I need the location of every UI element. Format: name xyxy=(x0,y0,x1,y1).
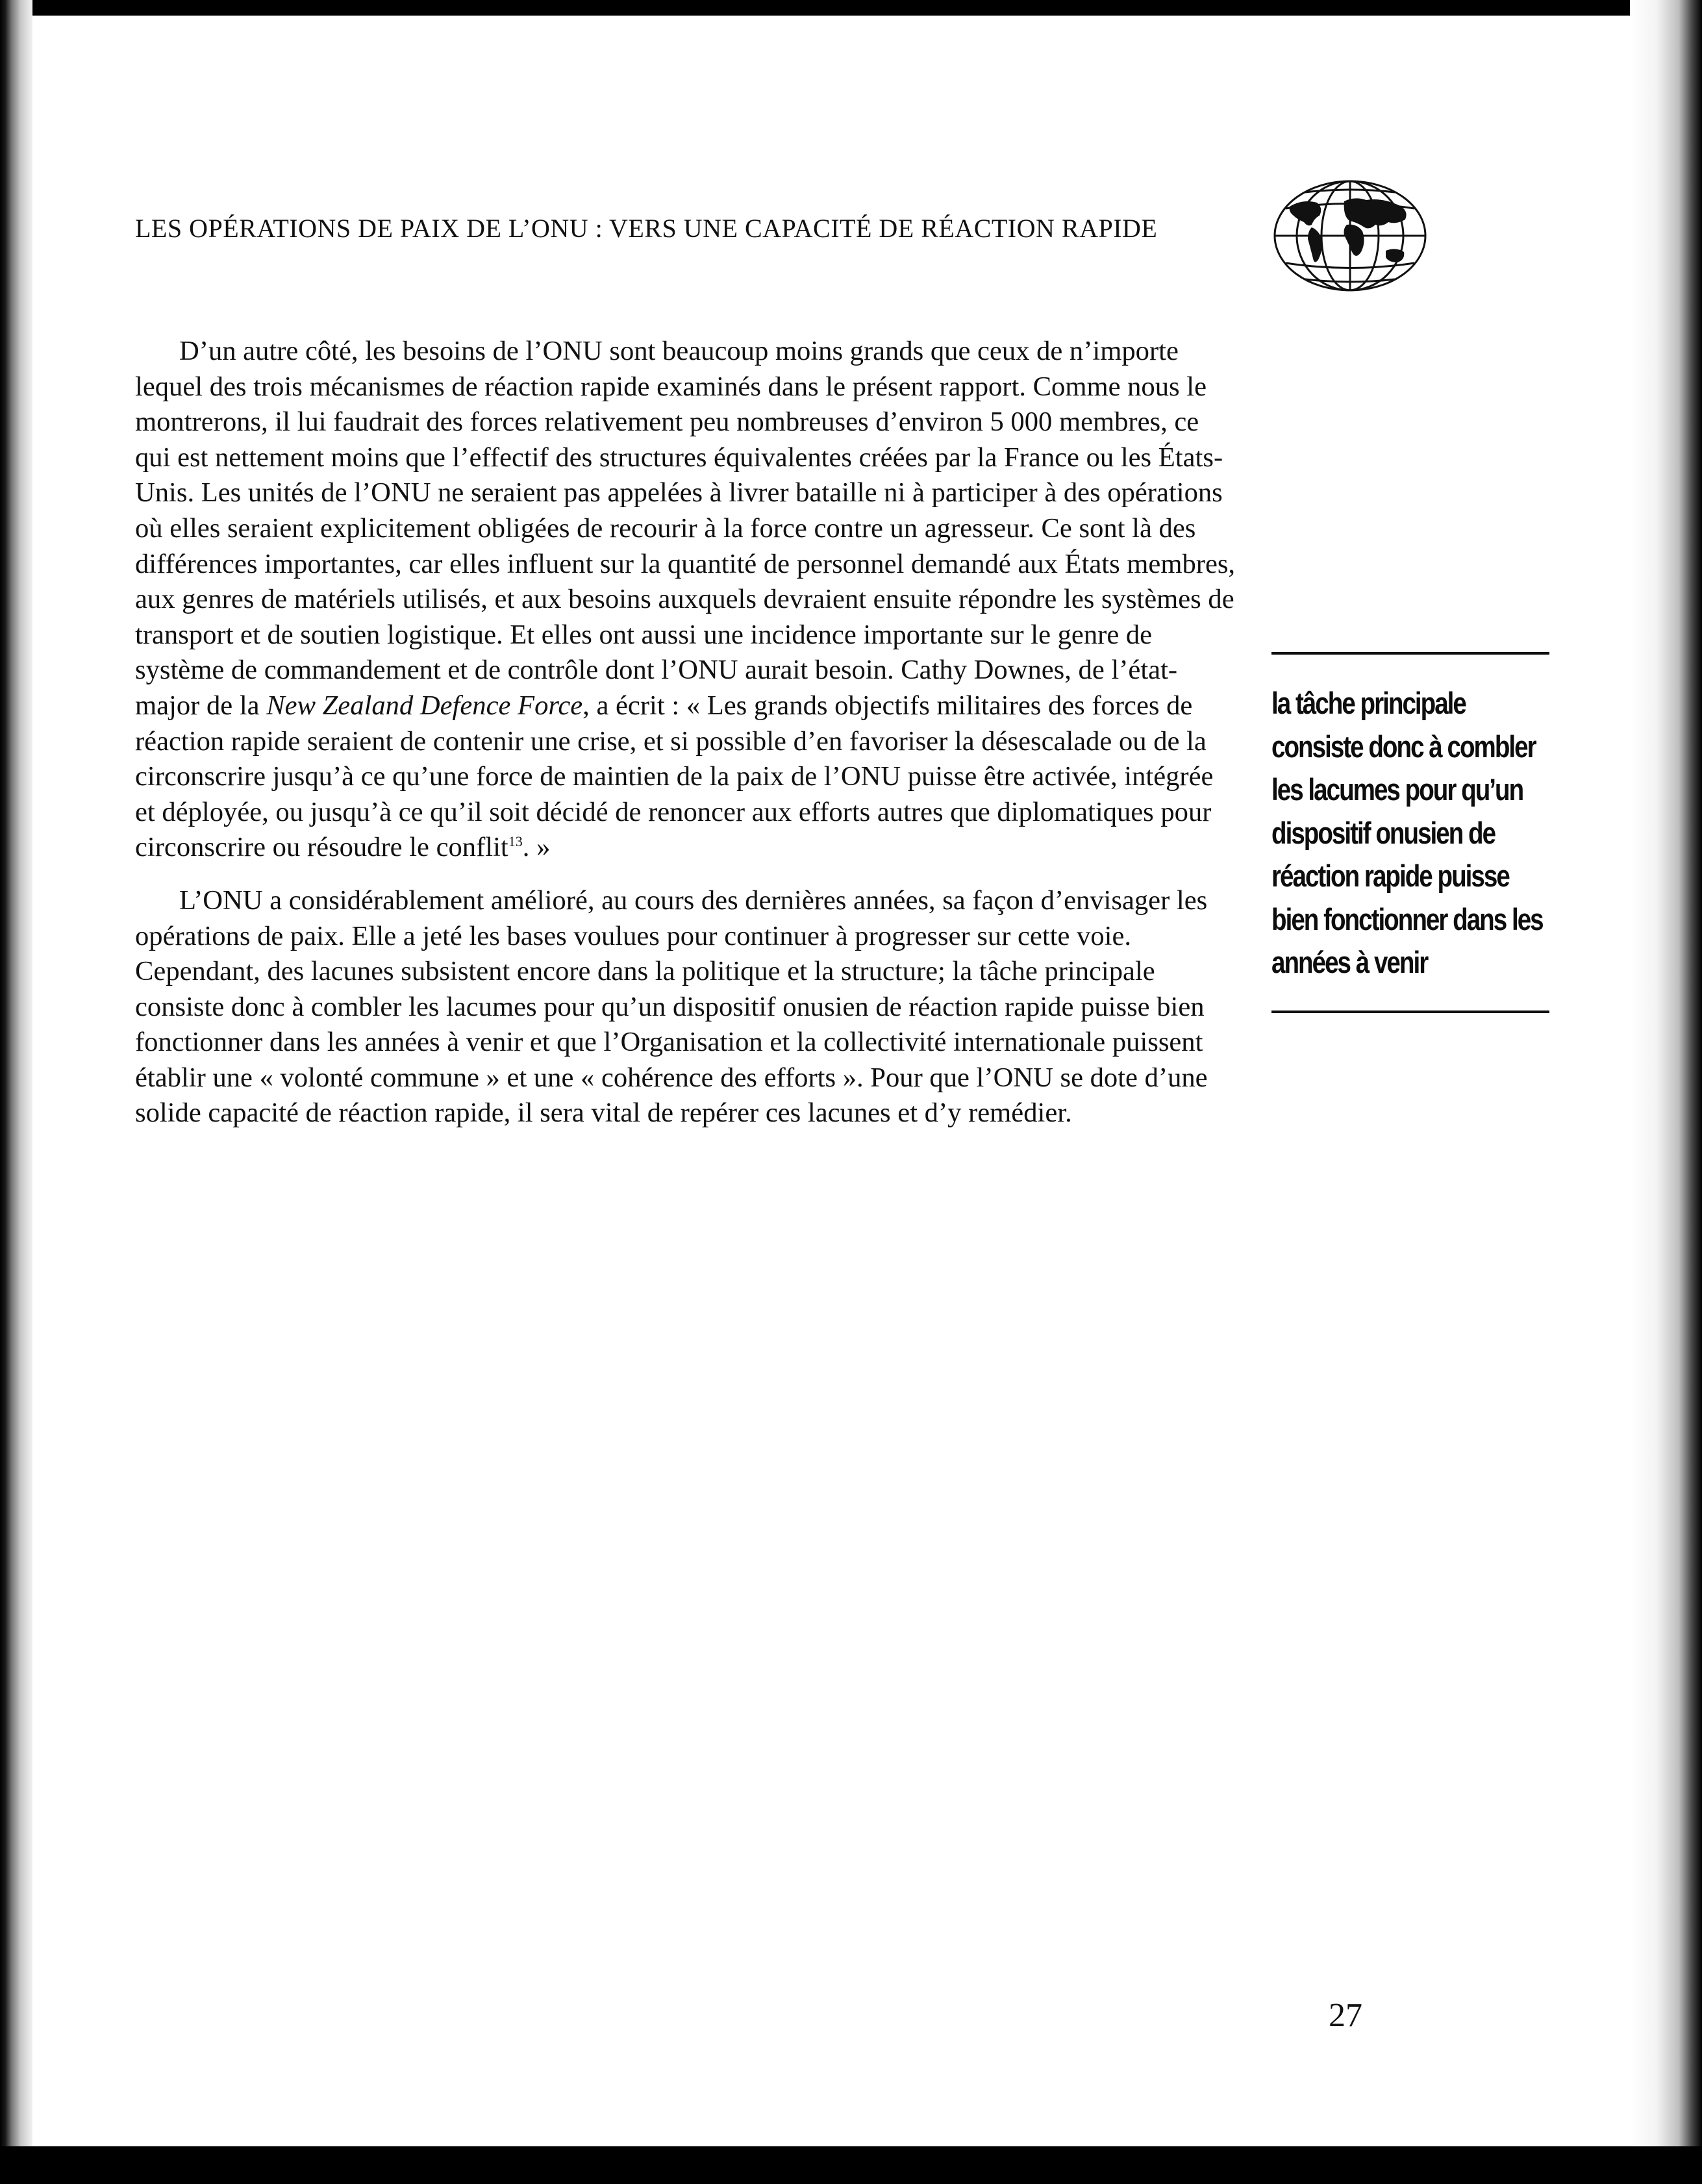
pull-quote-line: années à venir xyxy=(1271,945,1428,979)
pull-quote-bottom-rule xyxy=(1271,1010,1549,1013)
globe-icon xyxy=(1271,179,1429,292)
pull-quote-top-rule xyxy=(1271,652,1549,655)
paragraph-1-text-after: , a écrit : « Les grands objectifs militaires des forces de réaction rapide seraient de contenir une crise, et si possible d’en favoriser la désescalade ou de la circonscrire jusqu’à ce qu’une force de maintien de la paix de l’ONU puisse être activée, intégrée et déployée, ou jusqu’à ce qu’il soit décidé de renoncer aux efforts autres que diplomatiques pour circonscrire ou résoudre le conflit xyxy=(135,690,1214,863)
pull-quote-text xyxy=(1271,682,1549,985)
paragraph-2: L’ONU a considérablement amélioré, au cours des dernières années, sa façon d’envisager les opérations de paix. Elle a jeté les bases voulues pour continuer à progresser sur cette voie. Cependant, des lacunes subsistent encore dans la politique et la structure; la tâche principale consiste donc à combler les lacumes pour qu’un dispositif onusien de réaction rapide puisse bien fonctionner dans les années à venir et que l’Organisation et la collectivité internationale puissent établir une « volonté commune » et une « cohérence des efforts ». Pour que l’ONU se dote d’une solide capacité de réaction rapide, il sera vital de repérer ces lacunes et d’y remédier. xyxy=(135,885,1208,1129)
pull-quote-line: réaction rapide puisse xyxy=(1271,859,1509,893)
italic-organization-name: New Zealand Defence Force xyxy=(266,690,583,721)
paragraph-1-text: D’un autre côté, les besoins de l’ONU sont beaucoup moins grands que ceux de n’importe lequel des trois mécanismes de réaction rapide examinés dans le présent rapport. Comme nous le montrerons, il lui faudrait des forces relativement peu nombreuses d’environ 5 000 membres, ce qui est nettement moins que l’effectif des structures équivalentes créées par la France ou les États-Unis. Les unités de l’ONU ne seraient pas appelées à livrer bataille ni à participer à des opérations où elles seraient explicitement obligées de recourir à la force contre un agresseur. Ce sont là des différences importantes, car elles influent sur la quantité de personnel demandé aux États membres, aux genres de matériels utilisés, et aux besoins auxquels devraient ensuite répondre les systèmes de transport et de soutien logistique. Et elles ont aussi une incidence importante sur le genre de système de commandement et de contrôle dont l’ONU aurait besoin. Cathy Downes, de l’état-major de la xyxy=(135,336,1236,721)
paragraph-1 xyxy=(135,334,1239,866)
closing-quote: . » xyxy=(522,832,551,863)
footnote-reference: 13 xyxy=(508,833,523,850)
scan-border-left xyxy=(0,0,32,2184)
body-text xyxy=(135,334,1239,1131)
scan-border-top xyxy=(0,0,1702,16)
pull-quote-line: la tâche principale xyxy=(1271,686,1466,720)
scan-border-right xyxy=(1630,0,1702,2184)
pull-quote-line: bien fonctionner dans les xyxy=(1271,901,1543,936)
running-header: LES OPÉRATIONS DE PAIX DE L’ONU : VERS UNE CAPACITÉ DE RÉACTION RAPIDE xyxy=(135,214,1158,243)
pull-quote-line: les lacumes pour qu’un xyxy=(1271,772,1523,807)
page-number: 27 xyxy=(1329,1997,1362,2034)
pull-quote-line: dispositif onusien de xyxy=(1271,815,1496,850)
pull-quote-line: consiste donc à combler xyxy=(1271,729,1536,764)
scan-border-bottom xyxy=(0,2146,1702,2184)
pull-quote xyxy=(1271,652,1549,1013)
